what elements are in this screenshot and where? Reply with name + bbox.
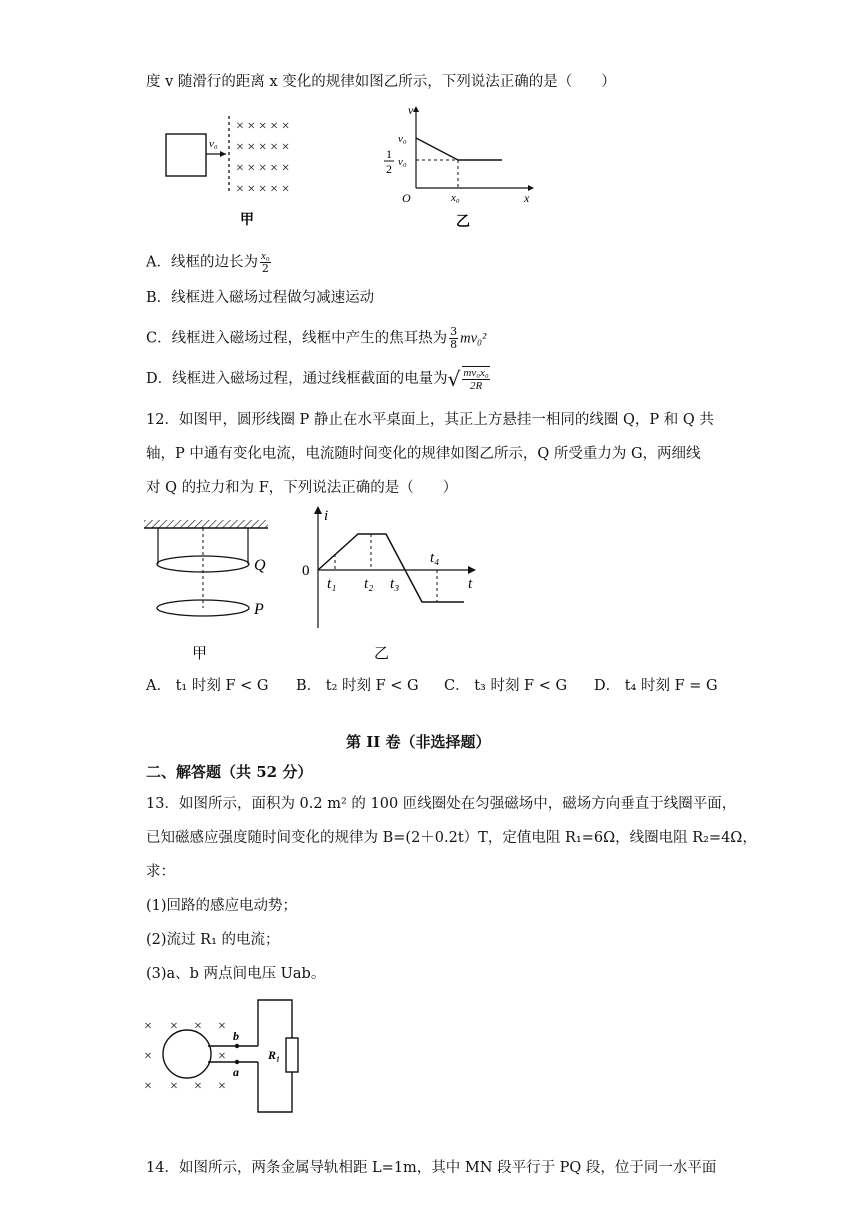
- volume-title: 第 II 卷（非选择题）: [346, 733, 491, 751]
- svg-text:×: ×: [194, 1079, 202, 1094]
- t3-label: t₃: [390, 576, 400, 592]
- q13-line3: 求：: [146, 864, 175, 880]
- origin-label: O: [402, 191, 411, 205]
- q12-option-d: D． t₄ 时刻 F = G: [594, 678, 718, 694]
- q11-option-b: B．线框进入磁场过程做匀减速运动: [146, 290, 375, 306]
- q12-line3: 对 Q 的拉力和为 F，下列说法正确的是（ ）: [146, 480, 458, 496]
- q11-option-a: A．线框的边长为 $\frac{\text{x₀}}{2}$: [146, 250, 270, 275]
- t2-label: t₂: [364, 576, 374, 592]
- svg-text:× × × × ×: × × × × ×: [236, 182, 290, 197]
- svg-text:v₀: v₀: [398, 156, 407, 168]
- q13-sub1: (1)回路的感应电动势；: [146, 898, 298, 914]
- v-axis-label: v: [408, 103, 414, 117]
- svg-text:×: ×: [144, 1049, 152, 1064]
- q12-figure-jia: [140, 518, 280, 668]
- q12-figure-yi: [296, 504, 496, 666]
- i-axis-label: i: [324, 508, 329, 524]
- fig-label-yi: 乙: [456, 215, 470, 230]
- svg-text:×: ×: [194, 1019, 202, 1034]
- q12-line1: 12．如图甲，圆形线圈 P 静止在水平桌面上，其正上方悬挂一相同的线圈 Q，P 和 Q 共: [146, 412, 714, 428]
- q13-sub3: (3)a、b 两点间电压 Uab。: [146, 966, 326, 982]
- q14-line1: 14．如图所示，两条金属导轨相距 L=1m，其中 MN 段平行于 PQ 段，位于同一水平面: [146, 1160, 717, 1176]
- fig-label-yi: 乙: [374, 646, 390, 662]
- point-b-label: b: [233, 1029, 239, 1043]
- svg-text:× × × × ×: × × × × ×: [236, 161, 290, 176]
- t-axis-label: t: [468, 576, 473, 592]
- svg-text:× × × × ×: × × × × ×: [236, 119, 290, 134]
- q12-option-b: B． t₂ 时刻 F < G: [296, 678, 419, 694]
- point-a-label: a: [233, 1065, 239, 1079]
- q13-sub2: (2)流过 R₁ 的电流；: [146, 932, 280, 948]
- svg-text:×: ×: [170, 1019, 178, 1034]
- t1-label: t₁: [327, 576, 337, 592]
- q13-circuit-figure: [140, 996, 310, 1118]
- q11-option-d: D．线框进入磁场过程，通过线框截面的电量为√ $\frac{\text{mv₀x₀}}{2R}$: [146, 367, 489, 392]
- q13-line2: 已知磁感应强度随时间变化的规律为 B=(2＋0.2t）T，定值电阻 R₁=6Ω，线圈电阻 R₂=4Ω，: [146, 830, 757, 846]
- svg-text:×: ×: [218, 1049, 226, 1064]
- x-axis-label: x: [524, 191, 530, 205]
- svg-text:2: 2: [386, 162, 392, 176]
- svg-text:×: ×: [170, 1079, 178, 1094]
- svg-text:×: ×: [144, 1019, 152, 1034]
- q12-option-c: C． t₃ 时刻 F < G: [444, 678, 568, 694]
- svg-text:1: 1: [386, 147, 392, 161]
- svg-text:×: ×: [144, 1079, 152, 1094]
- part-title: 二、解答题（共 52 分）: [146, 763, 313, 781]
- q11-figure-yi: [380, 100, 550, 240]
- q12-option-a: A． t₁ 时刻 F < G: [146, 678, 269, 694]
- v0-label: v₀: [209, 138, 218, 150]
- x0-tick: x₀: [451, 192, 460, 204]
- svg-text:×: ×: [218, 1019, 226, 1034]
- fig-label-jia: 甲: [240, 213, 254, 228]
- q11-option-c: C．线框进入磁场过程，线框中产生的焦耳热为 $\frac{3}{8}$ mv₀²: [146, 325, 487, 351]
- q12-line2: 轴，P 中通有变化电流，电流随时间变化的规律如图乙所示，Q 所受重力为 G，两细线: [146, 446, 701, 462]
- coil-q-label: Q: [254, 557, 266, 574]
- zero-label: 0: [302, 563, 310, 579]
- fig-label-jia: 甲: [192, 646, 208, 662]
- resistor-r1-label: R₁: [268, 1048, 281, 1062]
- t4-label: t₄: [430, 550, 440, 566]
- q11-figure-jia: [160, 112, 340, 232]
- svg-text:v₀: v₀: [398, 133, 407, 145]
- resistor-r1: [286, 1038, 298, 1072]
- q13-line1: 13．如图所示，面积为 0.2 m² 的 100 匝线圈处在匀强磁场中，磁场方向垂直于线圈平面，: [146, 796, 737, 812]
- svg-text:×: ×: [218, 1079, 226, 1094]
- svg-text:× × × × ×: × × × × ×: [236, 140, 290, 155]
- coil-p-label: P: [254, 601, 264, 618]
- q11-stem: 度 v 随滑行的距离 x 变化的规律如图乙所示，下列说法正确的是（ ）: [146, 74, 616, 90]
